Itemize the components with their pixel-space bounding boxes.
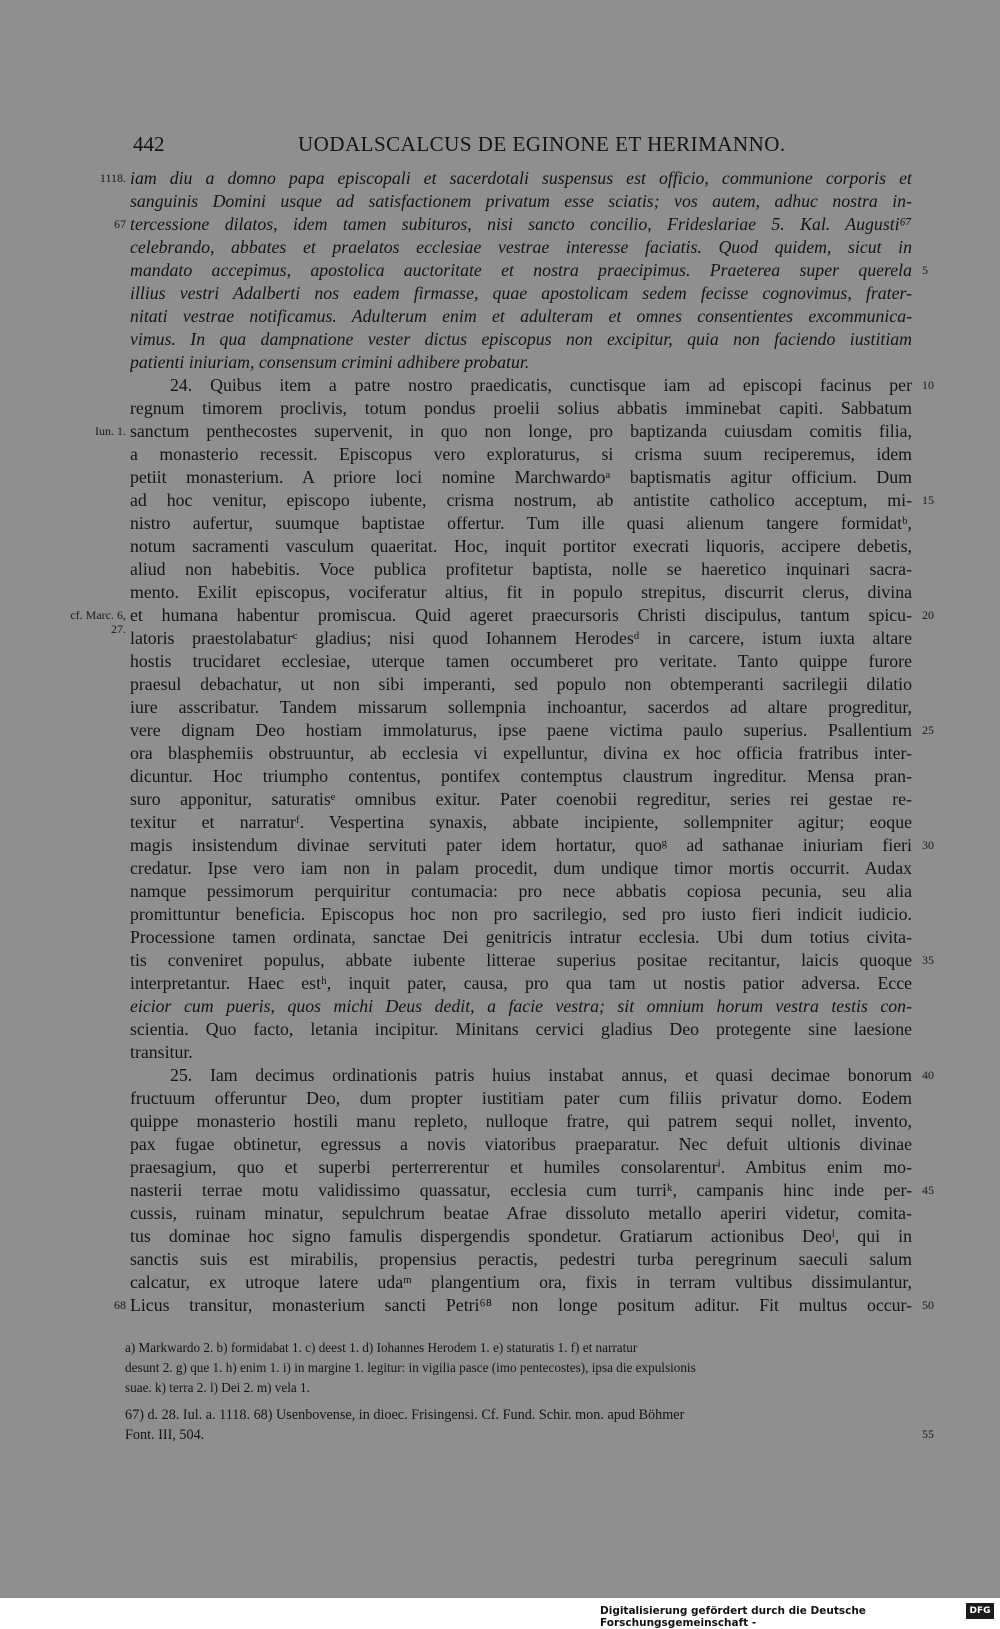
text-line: 24. Quibus item a patre nostro praedicatis, cunctisque iam ad episcopi facinus per (170, 375, 912, 395)
text-line: credatur. Ipse vero iam non in palam procedit, dum undique timor mortis occurrit. Audax (130, 858, 912, 878)
text-line: vimus. In qua dampnatione vester dictus episcopus non excipitur, quia non faciendo iustitiam (130, 329, 912, 349)
text-line: iam diu a domno papa episcopali et sacerdotali suspensus est officio, communione corporis et (130, 168, 912, 188)
text-line: a monasterio recessit. Episcopus vero exploraturus, si crisma suum reciperemus, idem (130, 444, 912, 464)
text-line: scientia. Quo facto, letania incipitur. Minitans cervici gladius Deo protegente sine laesione (130, 1019, 912, 1039)
text-line: fructuum offeruntur Deo, dum propter iustitiam pater cum filiis privatur domo. Eodem (130, 1088, 912, 1108)
text-line: tus dominae hoc signo famulis dispergendis spondetur. Gratiarum actionibus Deoˡ, qui in (130, 1226, 912, 1246)
left-margin-note: 68 (114, 1298, 126, 1312)
text-line: tis conveniret populus, abbate iubente litterae superius positae recitantur, laicis quoque (130, 950, 912, 970)
page-header (0, 132, 1000, 162)
left-margin-note: 67 (114, 217, 126, 231)
text-line: mandato accepimus, apostolica auctoritate et nostra praecipimus. Praeterea super querela (130, 260, 912, 280)
text-line: illius vestri Adalberti nos eadem firmasse, quae apostolicam sedem fecisse cognovimus, frater- (130, 283, 912, 303)
line-number: 50 (922, 1298, 934, 1312)
text-line: praesul debachatur, ut non sibi imperanti, sed populo non obtemperanti sacrilegii dilatio (130, 674, 912, 694)
text-line: praesagium, quo et superbi perterrerentur et humiles consolarenturⁱ. Ambitus enim mo- (130, 1157, 912, 1177)
text-line: dicuntur. Hoc triumpho contentus, pontifex contemptus claustrum ingreditur. Mensa pran- (130, 766, 912, 786)
line-number: 30 (922, 838, 934, 852)
text-line: eicior cum pueris, quos michi Deus dedit, a facie vestra; sit omnium horum vestra testis con- (130, 996, 912, 1016)
left-margin-note: cf. Marc. 6, 27. (70, 608, 126, 636)
footnote-line: desunt 2. g) que 1. h) enim 1. i) in margine 1. legitur: in vigilia pasce (imo pentecostes), ipsa die expulsionis (125, 1360, 696, 1375)
text-line: latoris praestolabaturᶜ gladius; nisi quod Iohannem Herodesᵈ in carcere, istum iuxta altare (130, 628, 912, 648)
text-line: vere dignam Deo hostiam immolaturus, ipse paene victima paulo superius. Psallentium (130, 720, 912, 740)
endnote-line: Font. III, 504. (125, 1427, 205, 1443)
footnote-line: a) Markwardo 2. b) formidabat 1. c) deest 1. d) Iohannes Herodem 1. e) staturatis 1. f) et narratur (125, 1340, 638, 1355)
text-line: hostis trucidaret ecclesiae, uterque tamen occumberet pro veritate. Tanto quippe furore (130, 651, 912, 671)
text-line: suro apponitur, saturatisᵉ omnibus exitur. Pater coenobii regreditur, series rei gestae re- (130, 789, 912, 809)
text-line: ad hoc venitur, episcopo iubente, crisma nostrum, ab antistite catholico acceptum, mi- (130, 490, 912, 510)
line-number: 35 (922, 953, 934, 967)
footnote-line: suae. k) terra 2. l) Dei 2. m) vela 1. (125, 1380, 310, 1395)
endnote-line-number: 55 (922, 1427, 934, 1441)
left-margin-note: Iun. 1. (95, 424, 126, 438)
dfg-logo: DFG (966, 1603, 994, 1619)
text-line: nasterii terrae motu validissimo quassatur, ecclesia cum turriᵏ, campanis hinc inde per- (130, 1180, 912, 1200)
text-line: sanctum penthecostes supervenit, in quo non longe, pro baptizanda cuiusdam comitis filia, (130, 421, 912, 441)
page-number: 442 (133, 132, 165, 156)
text-line: quippe monasterio hostili manu repleto, nulloque fratre, qui patrem sequi nollet, invento, (130, 1111, 912, 1131)
text-line: sanguinis Domini usque ad satisfactionem privatum esse sciatis; vos autem, adhuc nostra in- (130, 191, 912, 211)
text-line: transitur. (130, 1042, 193, 1062)
text-line: tercessione dilatos, idem tamen subituros, nisi sancto concilio, Frideslariae 5. Kal. Augusti⁶⁷ (130, 214, 912, 234)
scan-footer-text: Digitalisierung gefördert durch die Deutsche Forschungsgemeinschaft - (600, 1605, 866, 1629)
text-line: Licus transitur, monasterium sancti Petri⁶⁸ non longe positum aditur. Fit multus occur- (130, 1295, 912, 1315)
text-line: nistro aufertur, suumque baptistae offertur. Tum ille quasi alienum tangere formidatᵇ, (130, 513, 912, 533)
text-line: nitati vestrae notificamus. Adulterum enim et adulteram et omnes consentientes excommunica- (130, 306, 912, 326)
text-line: texitur et narraturᶠ. Vespertina synaxis, abbate incipiente, sollempniter agitur; eoque (130, 812, 912, 832)
text-line: aliud non habebitis. Voce publica profitetur baptista, nolle se haeretico inquinari sacra- (130, 559, 912, 579)
line-number: 15 (922, 493, 934, 507)
text-line: namque pessimorum perquiritur contumacia: pro nece abbatis copiosa pecunia, seu alia (130, 881, 912, 901)
text-line: promittuntur beneficia. Episcopus hoc non pro sacrilegio, sed pro iusto fieri indicit iudicio. (130, 904, 912, 924)
text-line: regnum timorem proclivis, totum pondus proelii solius abbatis imminebat capiti. Sabbatum (130, 398, 912, 418)
text-line: cussis, ruinam minatur, sepulchrum beatae Afrae dissoluto metallo aperiri videtur, comita- (130, 1203, 912, 1223)
text-line: sanctis suis est mirabilis, propensius peractis, pedestri turba peregrinum saeculi salum (130, 1249, 912, 1269)
text-line: pax fugae obtinetur, egressus a novis viatoribus praeparatur. Nec defuit ultionis divinae (130, 1134, 912, 1154)
left-margin-note: 1118. (99, 171, 126, 185)
text-line: petiit monasterium. A priore loci nomine Marchwardoᵃ baptismatis agitur officium. Dum (130, 467, 912, 487)
running-title: UODALSCALCUS DE EGINONE ET HERIMANNO. (298, 132, 786, 156)
text-line: mento. Exilit episcopus, vociferatur altius, fit in populo strepitus, discurrit clerus, divina (130, 582, 912, 602)
text-line: magis insistendum divinae servituti pater idem hortatur, quoᵍ ad sathanae iniuriam fieri (130, 835, 912, 855)
text-line: celebrando, abbates et praelatos ecclesiae vestrae interesse faciatis. Quod quidem, sicut in (130, 237, 912, 257)
line-number: 5 (922, 263, 928, 277)
text-line: ora blasphemiis obstruuntur, ab ecclesia vi expelluntur, divina ex hoc officia fratribus inter- (130, 743, 912, 763)
line-number: 25 (922, 723, 934, 737)
text-line: 25. Iam decimus ordinationis patris huius instabat annus, et quasi decimae bonorum (170, 1065, 912, 1085)
line-number: 20 (922, 608, 934, 622)
text-line: Processione tamen ordinata, sanctae Dei genitricis intratur ecclesia. Ubi dum totius civita- (130, 927, 912, 947)
text-line: notum sacramenti vasculum quaeritat. Hoc, inquit portitor execrati liquoris, accipere debetis, (130, 536, 912, 556)
text-line: patienti iniuriam, consensum crimini adhibere probatur. (130, 352, 530, 372)
text-line: iure asscribatur. Tandem missarum sollempnia inchoantur, sacerdos ad altare progreditur, (130, 697, 912, 717)
text-line: calcatur, ex utroque latere udaᵐ plangentium ora, fixis in terram vultibus dissimulantur, (130, 1272, 912, 1292)
text-line: interpretantur. Haec estʰ, inquit pater, causa, pro qua tam ut nostis patior adversa. Ecce (130, 973, 912, 993)
line-number: 10 (922, 378, 934, 392)
line-number: 45 (922, 1183, 934, 1197)
endnote-line: 67) d. 28. Iul. a. 1118. 68) Usenbovense, in dioec. Frisingensi. Cf. Fund. Schir. mon. apud Böhmer (125, 1407, 685, 1423)
text-line: et humana habentur promiscua. Quid ageret praecursoris Christi discipulus, tantum spicu- (130, 605, 912, 625)
line-number: 40 (922, 1068, 934, 1082)
scan-footer-bar (0, 1598, 1000, 1629)
